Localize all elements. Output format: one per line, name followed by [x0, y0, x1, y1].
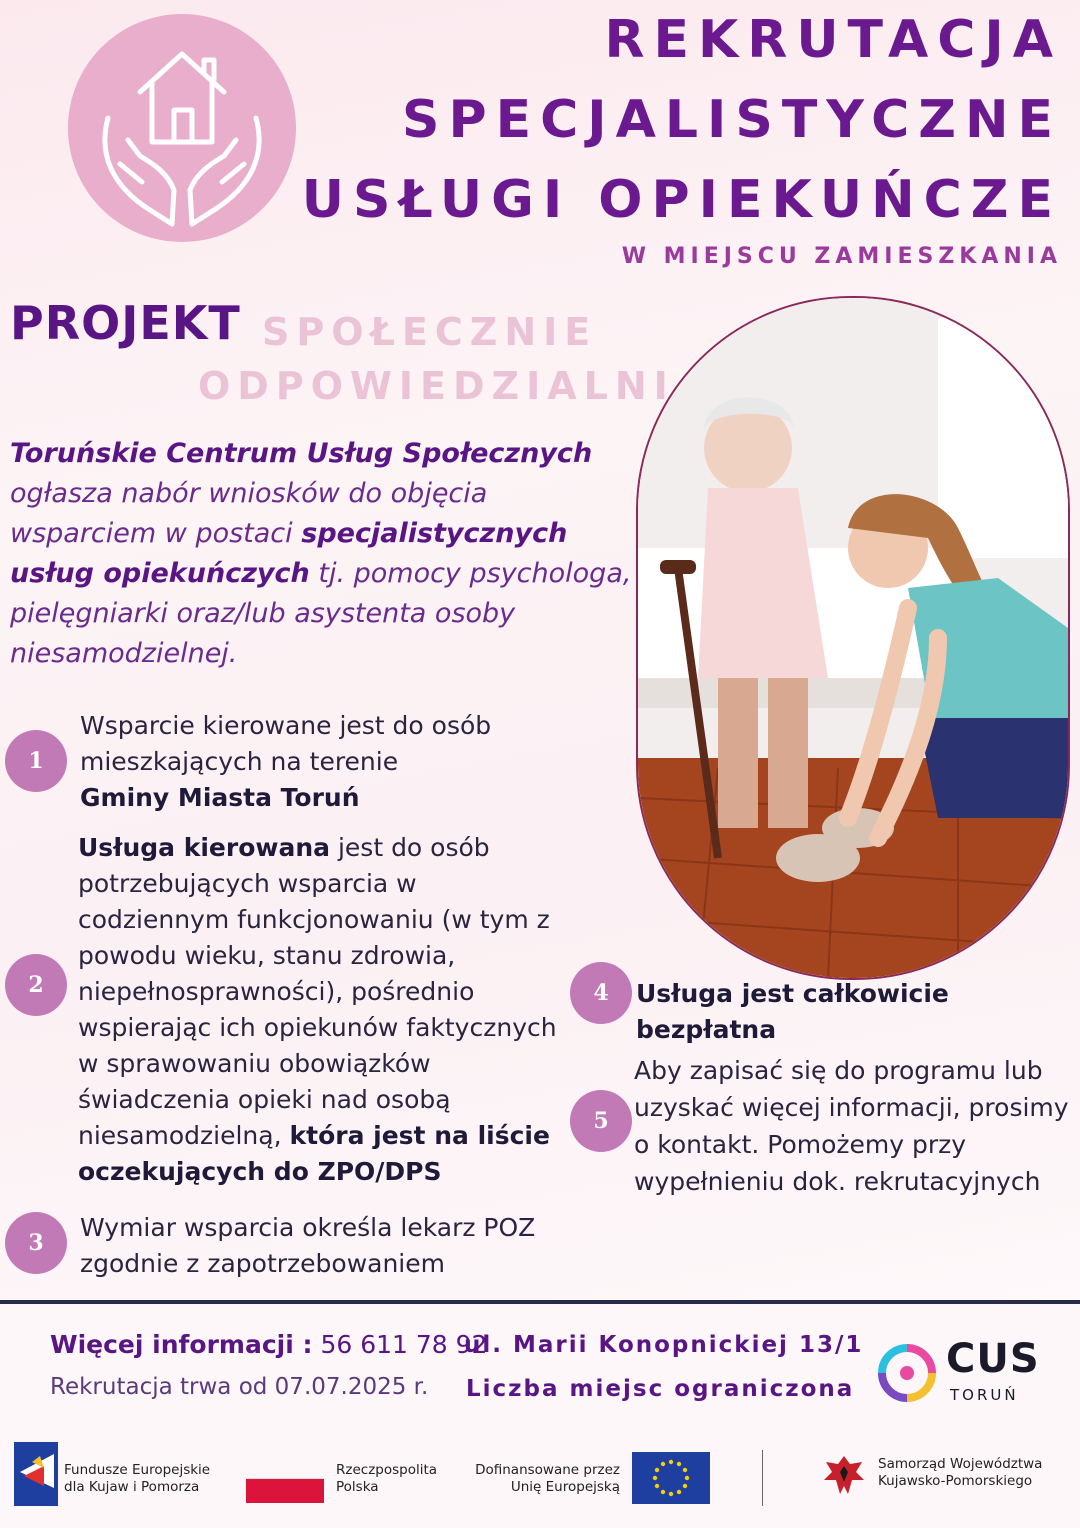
org-name: Toruńskie Centrum Usług Społecznych — [10, 438, 593, 469]
sw-line-2: Kujawsko-Pomorskiego — [878, 1473, 1033, 1489]
eu-line-1: Dofinansowane przez — [475, 1462, 620, 1478]
address: ul. Marii Konopnickiej 13/1 — [464, 1332, 864, 1358]
item-2-text — [78, 830, 564, 1190]
voivodeship-crest — [822, 1452, 866, 1498]
project-name-line-1: SPOŁECZNIE — [262, 310, 598, 354]
item-1-badge: 1 — [5, 730, 67, 792]
fe-logo — [14, 1442, 58, 1506]
item-1-text — [80, 708, 600, 816]
recruitment-dates: Rekrutacja trwa od 07.07.2025 r. — [50, 1374, 429, 1400]
cus-logo-mark — [872, 1338, 942, 1408]
item-1-bold: Gminy Miasta Toruń — [80, 783, 360, 812]
eagle-crest-icon — [822, 1452, 866, 1498]
cus-logo-text: CUS — [946, 1336, 1040, 1382]
item-4-bold: Usługa jest całkowicie bezpłatna — [636, 979, 949, 1044]
item-3-badge: 3 — [5, 1212, 67, 1274]
item-3-line-2: zgodnie z zapotrzebowaniem — [80, 1249, 445, 1278]
title-line-1: REKRUTACJA — [604, 10, 1062, 70]
item-5-badge: 5 — [570, 1090, 632, 1152]
item-4-text — [636, 976, 1076, 1048]
limited-places: Liczba miejsc ograniczona — [466, 1376, 855, 1402]
house-in-hands-icon — [68, 14, 296, 242]
title-line-2: SPECJALISTYCZNE — [402, 90, 1062, 150]
sw-line-1: Samorząd Województwa — [878, 1456, 1043, 1472]
intro-bold-1: specjalistycznych usług opiekuńczych — [10, 518, 568, 589]
item-1-line-2: mieszkających na terenie — [80, 747, 399, 776]
item-3-line-1: Wymiar wsparcia określa lekarz POZ — [80, 1213, 536, 1242]
logo-separator — [762, 1450, 763, 1506]
item-2-bold-end: która jest na liście oczekujących do ZPO/DPS — [78, 1121, 550, 1186]
sw-text — [878, 1456, 1042, 1490]
eu-flag-icon — [632, 1452, 710, 1504]
eu-text — [474, 1462, 620, 1496]
intro-paragraph — [10, 434, 640, 674]
more-info-label: Więcej informacji : — [50, 1330, 313, 1359]
fe-line-1: Fundusze Europejskie — [64, 1462, 211, 1478]
phone-number[interactable]: 56 611 78 92 — [320, 1330, 488, 1359]
title-line-3: USŁUGI OPIEKUŃCZE — [301, 170, 1062, 230]
intro-text-1: ogłasza nabór wniosków do objęcia wsparciem w postaci — [10, 478, 488, 549]
rp-line-2: Polska — [336, 1479, 379, 1495]
more-info — [50, 1330, 487, 1359]
cus-logo-sub: TORUŃ — [950, 1386, 1019, 1404]
eu-flag — [632, 1452, 710, 1504]
item-5-text: Aby zapisać się do programu lub uzyskać więcej informacji, prosimy o kontakt. Pomożemy przy wypełnieniu dok. rekrutacyjnych — [634, 1056, 1069, 1196]
caregiver-photo — [636, 296, 1070, 980]
project-label: PROJEKT — [10, 296, 241, 350]
item-2-body: jest do osób potrzebujących wsparcia w codziennym funkcjonowaniu (w tym z powodu wieku, stanu zdrowia, niepełnosprawności), pośrednio wspierając ich opiekunów faktycznych w sprawowaniu obowiązków świadczenia opieki nad osobą niesamodzielną, — [78, 833, 557, 1150]
rp-line-1: Rzeczpospolita — [336, 1462, 438, 1478]
item-3-text — [80, 1210, 600, 1282]
item-4-badge: 4 — [570, 962, 632, 1024]
project-name-line-2: ODPOWIEDZIALNI — [198, 364, 675, 408]
item-1-line-1: Wsparcie kierowane jest do osób — [80, 711, 492, 740]
house-hands-logo — [68, 14, 296, 242]
intro-text-2: tj. pomocy psychologa, pielęgniarki oraz/lub asystenta osoby niesamodzielnej. — [10, 558, 632, 669]
cus-ring-icon — [872, 1338, 942, 1408]
fe-text — [64, 1462, 210, 1496]
item-2-badge: 2 — [5, 954, 67, 1016]
eu-line-2: Unię Europejską — [510, 1479, 620, 1495]
fe-line-2: dla Kujaw i Pomorza — [64, 1479, 200, 1495]
subtitle: W MIEJSCU ZAMIESZKANIA — [621, 244, 1062, 269]
caregiver-illustration — [638, 298, 1068, 978]
european-funds-icon — [14, 1442, 58, 1506]
rp-text — [336, 1462, 437, 1496]
poland-flag — [246, 1478, 324, 1503]
item-2-bold-start: Usługa kierowana — [78, 833, 331, 862]
